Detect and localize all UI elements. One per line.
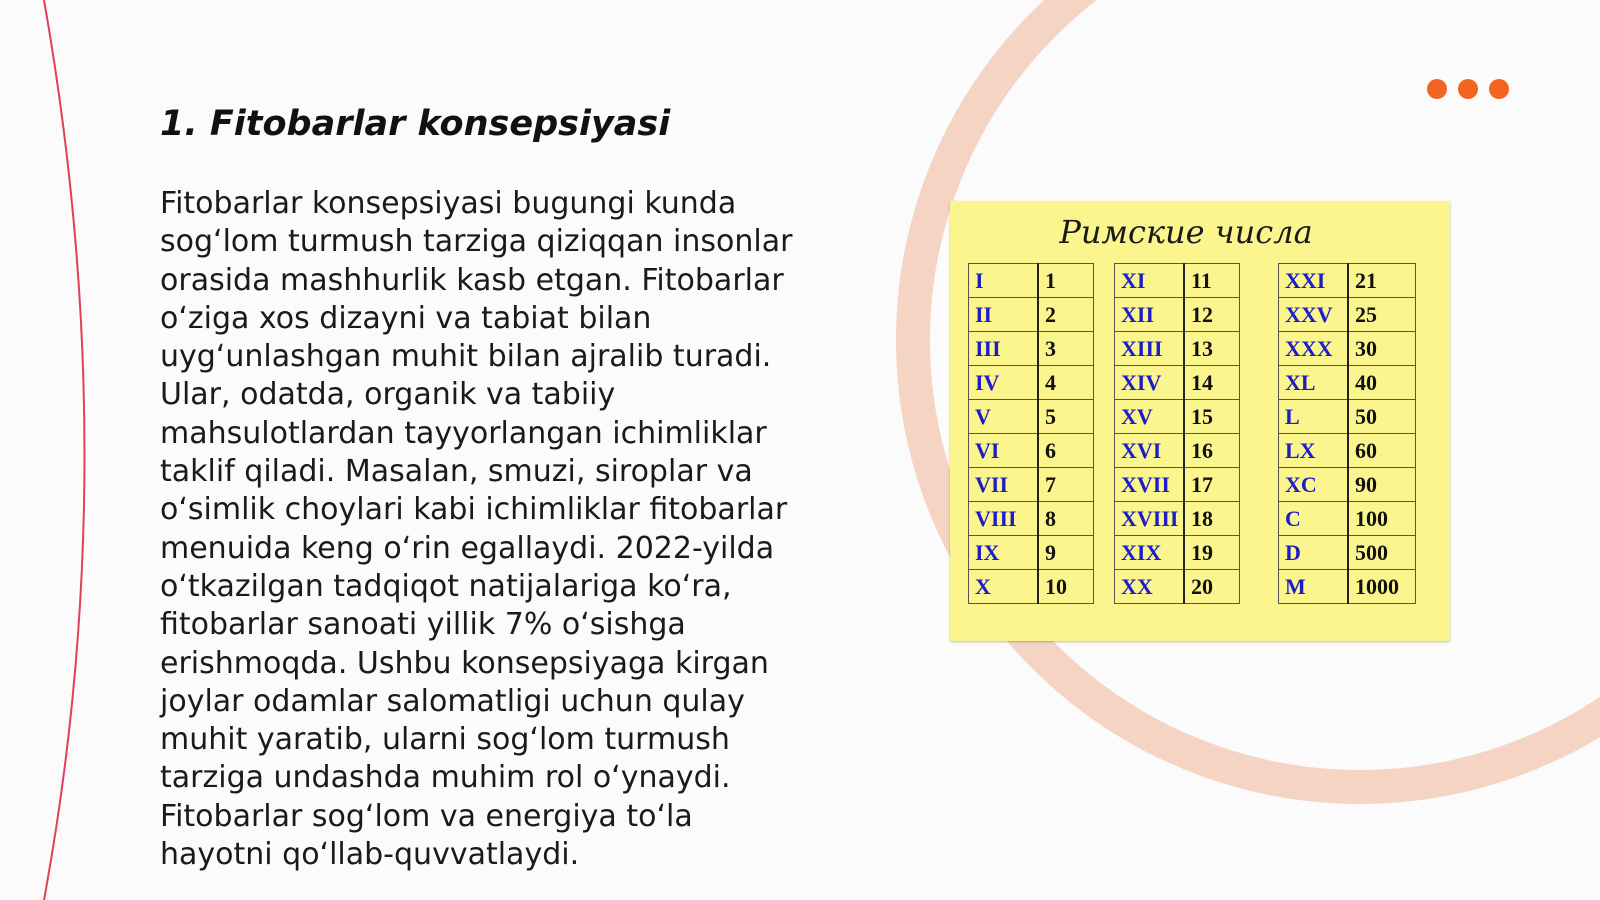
arabic-number: 90 [1348,468,1416,502]
roman-numeral: XVII [1115,468,1185,502]
roman-numeral: X [969,570,1039,604]
table-row [1115,264,1240,298]
arabic-number: 100 [1348,502,1416,536]
table-row [969,434,1094,468]
arabic-number: 4 [1038,366,1094,400]
roman-numeral: IX [969,536,1039,570]
roman-numeral: XIX [1115,536,1185,570]
roman-numeral: XV [1115,400,1185,434]
roman-numerals-title: Римские числа [1059,213,1313,251]
dot-icon [1458,79,1478,99]
table-row [969,468,1094,502]
arabic-number: 16 [1184,434,1240,468]
arabic-number: 50 [1348,400,1416,434]
table-row [1279,332,1416,366]
table-row [969,366,1094,400]
roman-numeral: XL [1279,366,1349,400]
arabic-number: 13 [1184,332,1240,366]
arabic-number: 500 [1348,536,1416,570]
arabic-number: 8 [1038,502,1094,536]
roman-numeral: VI [969,434,1039,468]
roman-numeral: XVI [1115,434,1185,468]
table-row [1279,468,1416,502]
table-row [1115,434,1240,468]
roman-numeral: I [969,264,1039,298]
roman-numeral: XXX [1279,332,1349,366]
arabic-number: 60 [1348,434,1416,468]
table-row [1115,536,1240,570]
roman-group-3 [1278,263,1416,604]
roman-numeral: XX [1115,570,1185,604]
arabic-number: 30 [1348,332,1416,366]
arabic-number: 3 [1038,332,1094,366]
roman-numeral: XIII [1115,332,1185,366]
arabic-number: 12 [1184,298,1240,332]
arabic-number: 2 [1038,298,1094,332]
roman-group-2 [1114,263,1240,604]
table-row [969,298,1094,332]
roman-numeral: XXI [1279,264,1349,298]
table-row [1279,366,1416,400]
roman-numeral: C [1279,502,1349,536]
roman-numeral: D [1279,536,1349,570]
table-row [969,400,1094,434]
table-row [969,502,1094,536]
arabic-number: 14 [1184,366,1240,400]
roman-numeral: IV [969,366,1039,400]
arabic-number: 15 [1184,400,1240,434]
roman-numeral: XXV [1279,298,1349,332]
arabic-number: 5 [1038,400,1094,434]
arabic-number: 11 [1184,264,1240,298]
roman-numeral: XI [1115,264,1185,298]
roman-numeral: LX [1279,434,1349,468]
roman-numerals-image [950,201,1450,641]
arabic-number: 7 [1038,468,1094,502]
roman-numeral: XIV [1115,366,1185,400]
table-row [1279,298,1416,332]
arabic-number: 19 [1184,536,1240,570]
roman-numeral: XC [1279,468,1349,502]
roman-group-1 [968,263,1094,604]
roman-numeral: L [1279,400,1349,434]
table-row [1279,264,1416,298]
arabic-number: 9 [1038,536,1094,570]
arabic-number: 10 [1038,570,1094,604]
roman-numeral: XVIII [1115,502,1185,536]
table-row [1115,400,1240,434]
table-row [1115,332,1240,366]
roman-numeral: VII [969,468,1039,502]
table-row [1115,298,1240,332]
slide-body-text: Fitobarlar konsepsiyasi bugungi kunda sogʻlom turmush tarziga qiziqqan insonlar orasida mashhurlik kasb etgan. Fitobarlar oʻziga xos dizayni va tabiat bilan uygʻunlashgan muhit bilan ajralib turadi. Ular, odatda, organik va tabiiy mahsulotlardan tayyorlangan ichimliklar taklif qiladi. Masalan, smuzi, siroplar va oʻsimlik choylari kabi ichimliklar fitobarlar menuida keng oʻrin egallaydi. 2022-yilda oʻtkazilgan tadqiqot natijalariga koʻra, fitobarlar sanoati yillik 7% oʻsishga erishmoqda. Ushbu konsepsiyaga kirgan joylar odamlar salomatligi uchun qulay muhit yaratib, ularni sogʻlom turmush tarziga undashda muhim rol oʻynaydi. Fitobarlar sogʻlom va energiya toʻla hayotni qoʻllab-quvvatlaydi. [160,186,793,873]
arabic-number: 25 [1348,298,1416,332]
roman-numeral: II [969,298,1039,332]
table-row [1115,502,1240,536]
roman-numeral: M [1279,570,1349,604]
arabic-number: 21 [1348,264,1416,298]
table-row [1279,434,1416,468]
roman-numeral: VIII [969,502,1039,536]
table-row [1279,536,1416,570]
roman-numeral: V [969,400,1039,434]
table-row [1279,502,1416,536]
table-row [1279,570,1416,604]
table-row [969,264,1094,298]
table-row [969,536,1094,570]
table-row [1115,366,1240,400]
arabic-number: 6 [1038,434,1094,468]
dot-icon [1427,79,1447,99]
table-row [969,332,1094,366]
roman-numeral: XII [1115,298,1185,332]
roman-numeral: III [969,332,1039,366]
left-curve-line [44,0,85,900]
dot-icon [1489,79,1509,99]
arabic-number: 17 [1184,468,1240,502]
table-row [1115,570,1240,604]
table-row [1279,400,1416,434]
arabic-number: 40 [1348,366,1416,400]
slide-title: 1. Fitobarlar konsepsiyasi [160,104,671,144]
table-row [1115,468,1240,502]
arabic-number: 18 [1184,502,1240,536]
arabic-number: 1000 [1348,570,1416,604]
three-dot-menu-icon [1427,79,1509,99]
table-row [969,570,1094,604]
arabic-number: 20 [1184,570,1240,604]
arabic-number: 1 [1038,264,1094,298]
